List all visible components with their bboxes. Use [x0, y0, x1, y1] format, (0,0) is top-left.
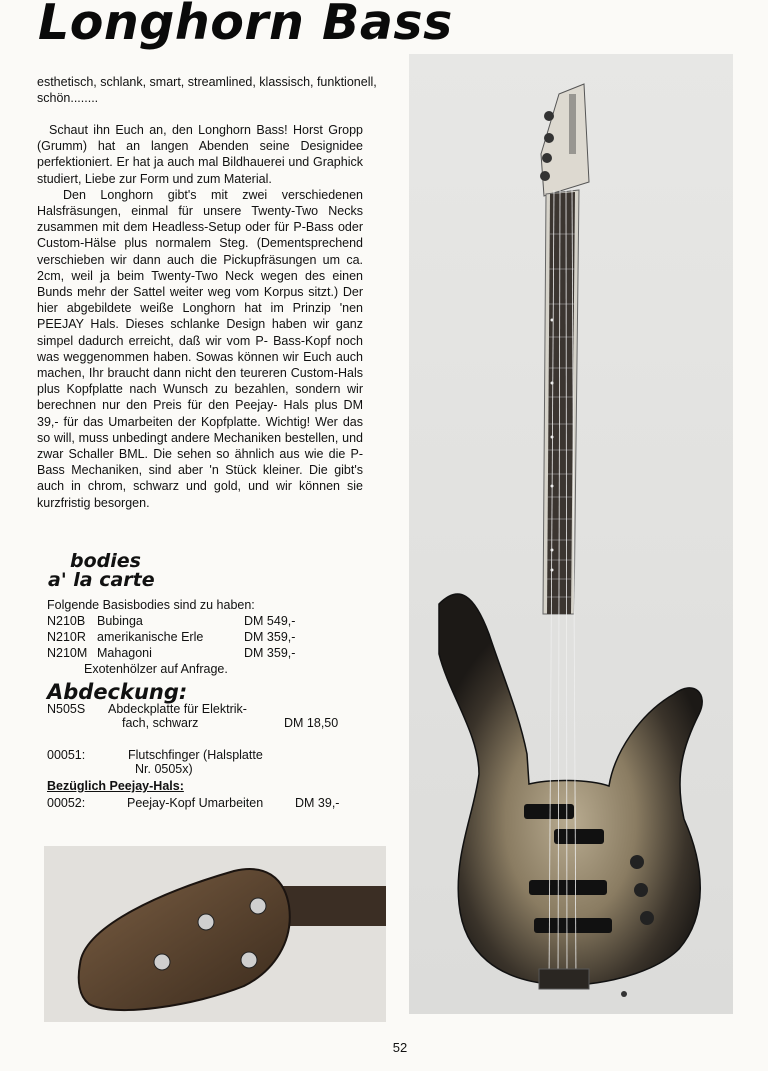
- tuner-peg: [241, 952, 257, 968]
- tuner-peg: [544, 111, 554, 121]
- peejay-heading: Bezüglich Peejay-Hals:: [47, 779, 184, 793]
- item-name: Abdeckplatte für Elektrik-: [108, 702, 247, 716]
- tuner-peg: [154, 954, 170, 970]
- pickup: [534, 918, 612, 933]
- strap-button: [621, 991, 627, 997]
- item-price: DM 549,-: [244, 614, 296, 628]
- headstock-photo: [44, 846, 386, 1022]
- bodies-heading: bodies: [70, 550, 141, 572]
- tuner-peg: [250, 898, 266, 914]
- item-price: DM 39,-: [295, 796, 340, 810]
- list-item: [47, 645, 296, 661]
- control-knob: [634, 883, 648, 897]
- item-name: Flutschfinger (Halsplatte: [128, 748, 263, 762]
- item-code: 00051:: [47, 748, 86, 762]
- bodies-heading-sub: a' la carte: [48, 569, 155, 591]
- bridge: [539, 969, 589, 989]
- item-code: 00052:: [47, 796, 86, 810]
- control-knob: [640, 911, 654, 925]
- item-code: N210B: [47, 614, 86, 628]
- abdeckung-heading: Abdeckung:: [47, 680, 188, 704]
- tuner-peg: [540, 171, 550, 181]
- item-code: N210M: [47, 646, 88, 660]
- item-name: Bubinga: [97, 614, 143, 628]
- control-knob: [630, 855, 644, 869]
- item-code: N210R: [47, 630, 86, 644]
- paragraph: Schaut ihn Euch an, den Longhorn Bass! Horst Gropp (Grumm) hat an langen Abenden seine Designidee perfektioniert. Er hat ja auch mal Bildhauerei und Graphick studiert, Liebe zur Form und zum Material.: [37, 123, 363, 186]
- pickup: [529, 880, 607, 895]
- item-price: DM 18,50: [284, 716, 339, 730]
- tuner-peg: [544, 133, 554, 143]
- item-name: Peejay-Kopf Umarbeiten: [127, 796, 264, 810]
- pickup: [554, 829, 604, 844]
- intro-text: esthetisch, schlank, smart, streamlined, klassisch, funktionell, schön........: [37, 75, 377, 105]
- page-title: Longhorn Bass: [38, 0, 453, 51]
- list-item: [47, 613, 296, 629]
- list-item: [47, 796, 340, 810]
- paragraph: Den Longhorn gibt's mit zwei verschiedenen Halsfräsungen, einmal für unsere Twenty-Two Necks zusammen mit dem Headless-Setup oder für P-Bass oder Custom-Hälse plus normalem Steg. (Dementsprechend verschieben wir dann auch die Pickupfräsungen um ca. 2cm, weil ja beim Twenty-Two Neck wegen des einen Bunds mehr der Sattel weiter weg vom Korpus sitzt.) Der hier abgebildete weiße Longhorn hat im Prinzip 'nen PEEJAY Hals. Dieses schlanke Design haben wir ganz simpel dadurch erreicht, daß wir vom P- Bass-Kopf noch was weggenommen haben. Sowas können wir Euch auch machen, Ihr braucht dann nicht den teureren Custom-Hals plus Kopfplatte nach Wunsch zu bezahlen, sondern wir berechnen nur den Preis für den Peejay- Hals plus DM 39,- für das Umarbeiten der Kopfplatte. Wichtig! Wer das so will, muss unbedingt andere Mechaniken bestellen, und zwar Schaller BML. Die sehen so ähnlich aus wie die P-Bass Mechaniken, sind aber 'n Stück kleiner. Die gibt's auch in chrom, schwarz und gold, und wir können sie kurzfristig besorgen.: [37, 187, 363, 510]
- bodies-intro: Folgende Basisbodies sind zu haben:: [47, 598, 255, 612]
- item-price: DM 359,-: [244, 630, 296, 644]
- item-name: Mahagoni: [97, 646, 152, 660]
- item-name: Nr. 0505x): [135, 762, 193, 776]
- item-price: DM 359,-: [244, 646, 296, 660]
- list-item: [47, 629, 296, 645]
- page-number: 52: [392, 1040, 408, 1055]
- item-name: fach, schwarz: [122, 716, 199, 730]
- tuner-peg: [542, 153, 552, 163]
- headstock-logo: [569, 94, 576, 154]
- tuner-peg: [198, 914, 214, 930]
- article-body: [37, 122, 363, 511]
- item-code: N505S: [47, 702, 86, 716]
- bass-photo: [409, 54, 733, 1014]
- bodies-note: Exotenhölzer auf Anfrage.: [84, 662, 228, 676]
- bodies-list: [47, 597, 296, 677]
- item-name: amerikanische Erle: [97, 630, 204, 644]
